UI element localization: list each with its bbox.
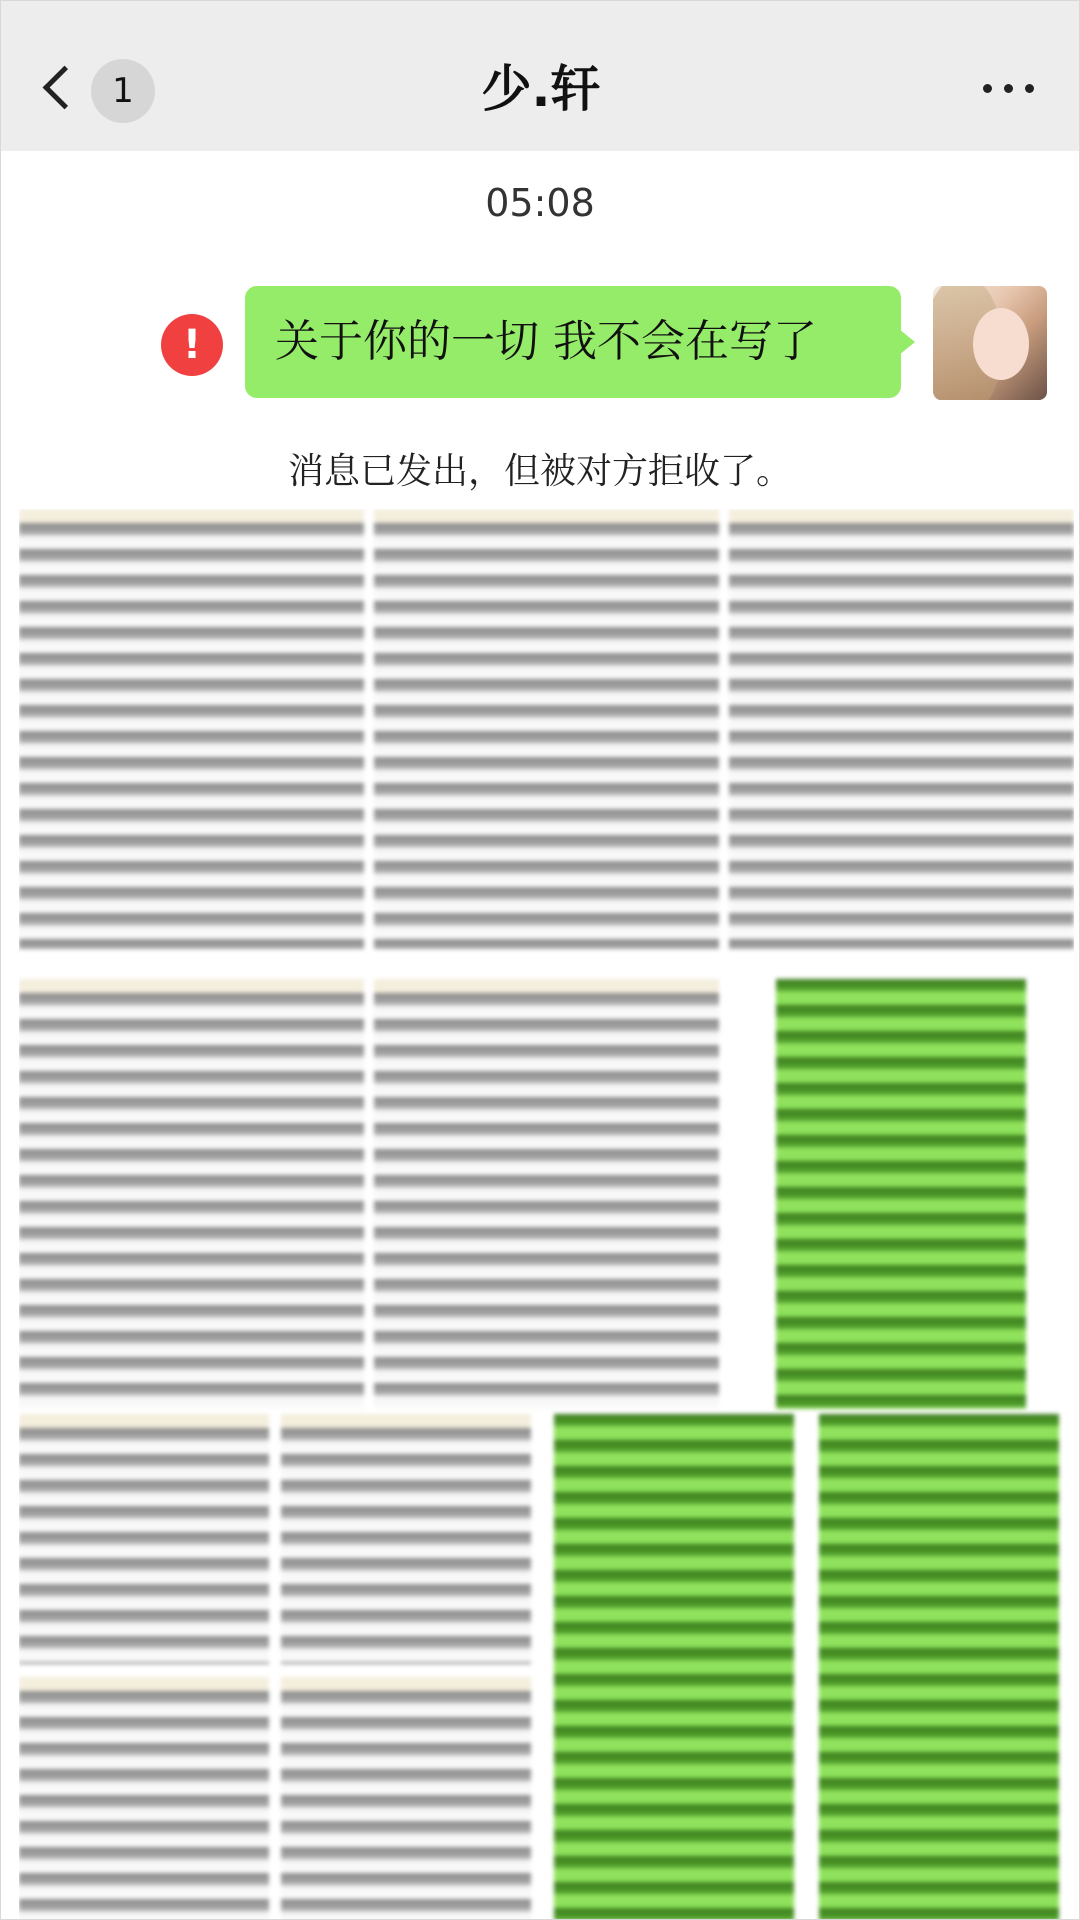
- blurred-text-tile: [19, 1414, 269, 1664]
- blurred-green-tile: [819, 1414, 1059, 1920]
- bubble-tail: [899, 329, 915, 355]
- blurred-screenshot-collage: [19, 509, 1074, 1920]
- blurred-text-tile: [281, 1414, 531, 1664]
- rejected-notice: 消息已发出，但被对方拒收了。: [287, 451, 792, 492]
- chat-header: [1, 1, 1079, 151]
- chat-title: 少.轩: [481, 60, 601, 118]
- back-button[interactable]: [39, 56, 159, 126]
- blurred-text-tile: [19, 509, 364, 949]
- more-dots-icon[interactable]: [979, 73, 1039, 103]
- error-exclamation-icon[interactable]: !: [161, 314, 223, 376]
- avatar[interactable]: [933, 286, 1047, 400]
- unread-count-badge: 1: [91, 59, 155, 123]
- blurred-text-tile: [281, 1677, 531, 1920]
- sent-message-bubble[interactable]: 关于你的一切 我不会在写了: [245, 286, 901, 398]
- blurred-text-tile: [19, 979, 364, 1409]
- blurred-text-tile: [374, 509, 719, 949]
- blurred-text-tile: [19, 1677, 269, 1920]
- blurred-green-tile: [776, 979, 1026, 1409]
- message-timestamp: 05:08: [485, 181, 595, 225]
- chevron-left-icon: [43, 66, 87, 110]
- blurred-text-tile: [374, 979, 719, 1409]
- blurred-green-tile: [554, 1414, 794, 1920]
- blurred-text-tile: [729, 509, 1074, 949]
